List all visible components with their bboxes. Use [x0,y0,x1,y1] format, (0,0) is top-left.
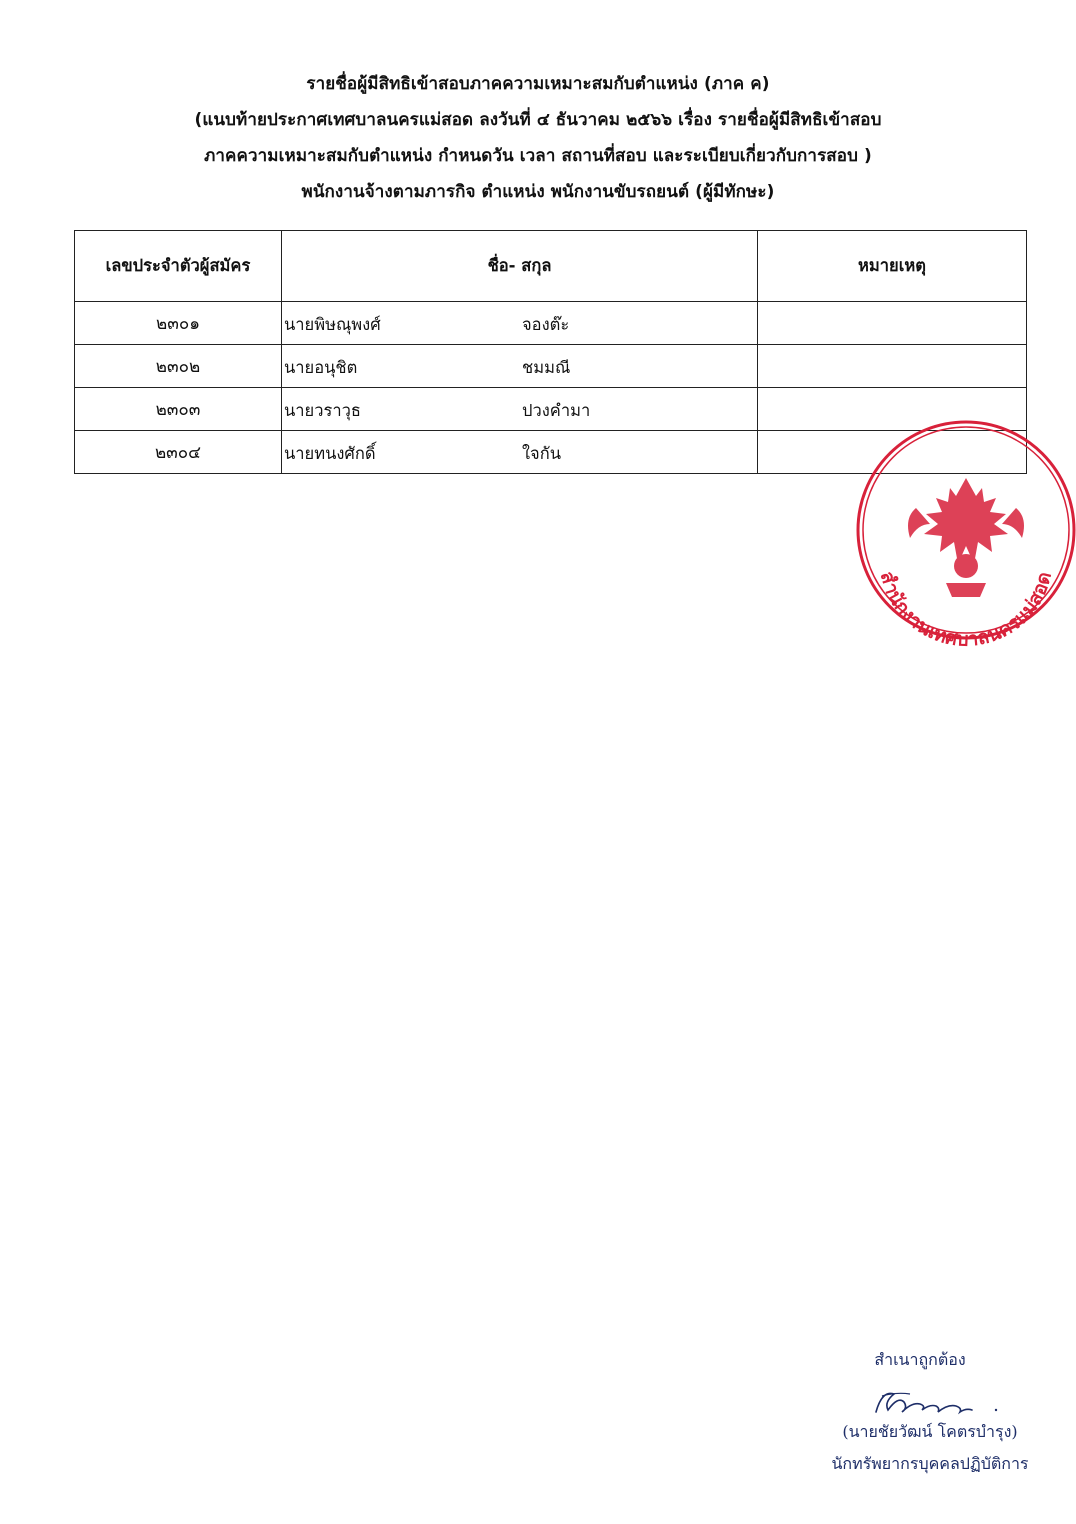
header-applicant-id: เลขประจำตัวผู้สมัคร [75,231,282,302]
seal-icon [846,418,1076,648]
table-row [75,345,1027,388]
applicant-id: ๒๓๐๑ [75,302,282,345]
applicant-name [282,345,758,388]
last-name: ใจกัน [522,444,561,463]
first-name: นายอนุชิต [284,358,358,377]
applicant-id: ๒๓๐๔ [75,431,282,474]
last-name: จองต๊ะ [522,315,570,334]
heading-position: พนักงานจ้างตามภารกิจ ตำแหน่ง พนักงานขับรถยนต์ (ผู้มีทักษะ) [301,182,775,202]
remark-cell [758,345,1027,388]
certified-copy-label: สำเนาถูกต้อง [874,1350,966,1369]
certifier-position: นักทรัพยากรบุคคลปฏิบัติการ [831,1454,1029,1473]
garuda-emblem-icon [908,478,1024,597]
applicant-name [282,302,758,345]
applicant-name [282,431,758,474]
first-name: นายพิษณุพงศ์ [284,315,381,334]
heading-reference: (แนบท้ายประกาศเทศบาลนครแม่สอด ลงวันที่ ๔ ธันวาคม ๒๕๖๖ เรื่อง รายชื่อผู้มีสิทธิเข้าสอบ [194,110,882,130]
table-row [75,302,1027,345]
first-name: นายทนงศักดิ์ [284,444,376,463]
official-seal [846,418,1076,648]
heading-subject: ภาคความเหมาะสมกับตำแหน่ง กำหนดวัน เวลา สถานที่สอบ และระเบียบเกี่ยวกับการสอบ ) [204,146,872,166]
certification-block [0,1338,1076,1518]
last-name: ปวงคำมา [522,401,591,420]
certifier-name: (นายชัยวัฒน์ โคตรบำรุง) [842,1422,1018,1441]
applicant-name [282,388,758,431]
applicant-id: ๒๓๐๒ [75,345,282,388]
first-name: นายวราวุธ [284,401,361,420]
table-header-row [75,231,1027,302]
applicant-id: ๒๓๐๓ [75,388,282,431]
svg-text:สำนักงานเทศบาลนครแม่สอด [876,569,1056,648]
header-remark: หมายเหตุ [758,231,1027,302]
document-heading [0,66,1076,210]
remark-cell [758,302,1027,345]
heading-title: รายชื่อผู้มีสิทธิเข้าสอบภาคความเหมาะสมกับตำแหน่ง (ภาค ค) [306,74,770,94]
last-name: ชมมณี [522,358,571,377]
seal-caption: สำนักงานเทศบาลนครแม่สอด [875,568,1056,648]
signature-icon [868,1382,1008,1424]
header-full-name: ชื่อ- สกุล [282,231,758,302]
